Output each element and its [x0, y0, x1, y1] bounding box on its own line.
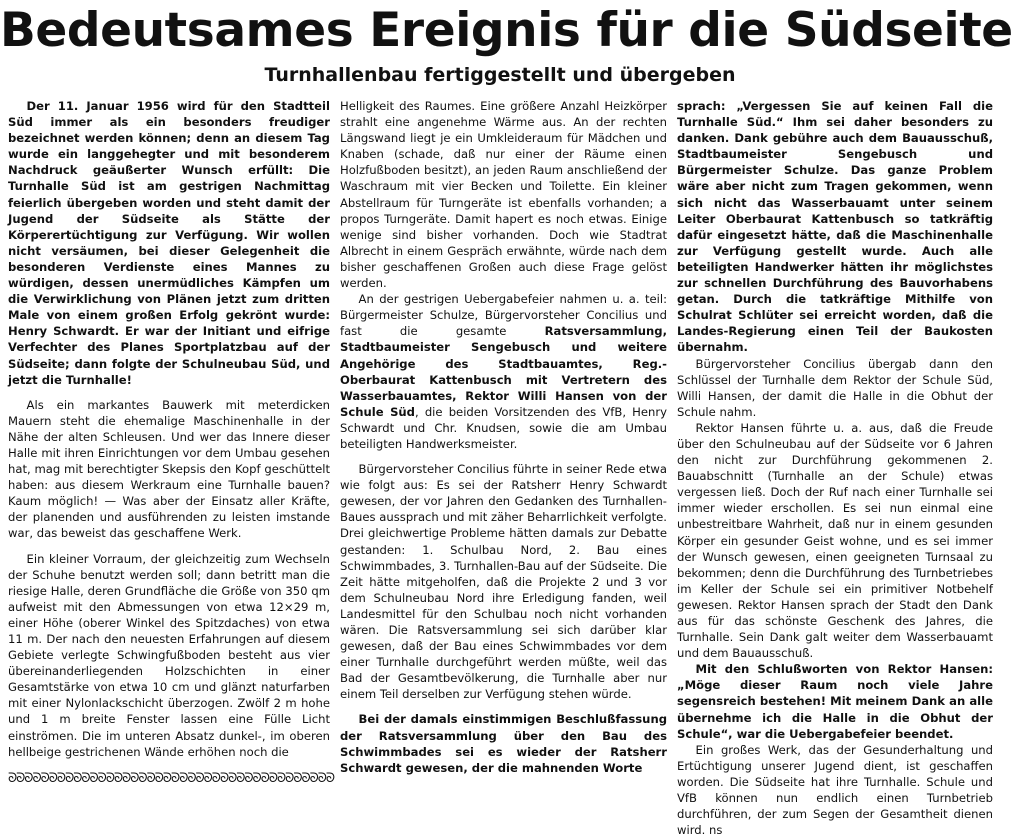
paragraph: Mit den Schlußworten von Rektor Hansen: „Möge dieser Raum noch viele Jahre segensreich bestehen! Mit meinem Dank an alle übernehme ich die Halle in die Obhut der Schule“, war die Uebergabefeier beendet. — [677, 662, 993, 741]
paragraph: sprach: „Vergessen Sie auf keinen Fall die Turnhalle Süd.“ Ihm sei daher besonders zu danken. Dank gebühre auch dem Bauausschuß, Stadtbaumeister Sengebusch und Bürgermeister Schulze. Das ganze Problem wäre aber nicht zum Tragen gekommen, wenn sich nicht das Wasserbauamt unter seinem Leiter Oberbaurat Kattenbusch so tatkräftig dafür eingesetzt hätte, daß die Maschinenhalle zur Verfügung gestellt wurde. Auch alle beteiligten Handwerker hätten ihr möglichstes zur schnellen Durchführung des Bauvorhabens getan. Durch die tatkräftige Mithilfe von Schulrat Schlüter sei erreicht worden, daß die Landes-Regierung einen Teil der Baukosten übernahm. — [677, 99, 993, 355]
headline: Bedeutsames Ereignis für die Südseite — [0, 3, 1013, 58]
paragraph — [677, 742, 993, 838]
column-2 — [340, 98, 667, 788]
column-3 — [677, 98, 993, 838]
paragraph: Rektor Hansen führte u. a. aus, daß die Freude über den Schulneubau auf der Südseite vor 6 Jahren den nicht zur Durchführung gekommenen 2. Bauabschnitt (Turnhalle an der Schule) etwas vergessen ließ. Doch der Ruf nach einer Turnhalle sei immer wieder erschollen. Es sei nun einmal eine unbestreitbare Wahrheit, daß nur in einem gesunden Körper ein gesunder Geist wohne, und es sei immer der Wunsch gewesen, einen geeigneten Turnsaal zu bekommen; denn die Durchführung des Turnbetriebes im Keller der Schule sei ein primitiver Notbehelf gewesen. Rektor Hansen sprach der Stadt den Dank aus für das schönste Geschenk des Jahres, die Turnhalle. Sein Dank galt weiter dem Wasserbauamt und dem Bauausschuß. — [677, 420, 993, 661]
paragraph: Bürgervorsteher Concilius übergab dann den Schlüssel der Turnhalle dem Rektor der Schule Süd, Willi Hansen, der damit die Halle in die Obhut der Schule nahm. — [677, 356, 993, 419]
paragraph: Bei der damals einstimmigen Beschlußfassung der Ratsversammlung über den Bau des Schwimmbades sei es wieder der Ratsherr Schwardt gewesen, der die mahnenden Worte — [340, 712, 667, 775]
paragraph-text: Ein großes Werk, das der Gesunderhaltung und Ertüchtigung unserer Jugend dient, ist geschaffen worden. Die Südseite hat ihre Turnhalle. Schule und VfB können nun endlich einen Turnbetrieb durchführen, der zum Segen der Gesamtheit dienen wird. — [677, 742, 993, 838]
paragraph: Bürgervorsteher Concilius führte in seiner Rede etwa wie folgt aus: Es sei der Ratsherr Henry Schwardt gewesen, der vor Jahren den Gedanken des Turnhallen-Baues aussprach und mit zäher Beharrlichkeit verfolgte. Drei gleichwertige Probleme hätten damals zur Debatte gestanden: 1. Schulbau Nord, 2. Bau eines Schwimmbades, 3. Turnhallen-Bau auf der Südseite. Die Zeit hätte mitgeholfen, daß die Projekte 2 und 3 vor dem Schulneubau Nord ihre Erledigung fanden, weil Landesmittel für den Schulbau noch nicht vorhanden wären. Die Ratsversammlung sei sich darüber klar gewesen, daß der Bau eines Schwimmbades vor dem einer Turnhalle durchgeführt werden müßte, weil das Bad der Gesamtbevölkerung, die Turnhalle aber nur einem Teil derselben zur Verfügung stehen würde. — [340, 462, 667, 702]
author-signature: ns — [709, 823, 723, 838]
bold-text: Ratsversammlung, Stadtbaumeister Sengebusch und weitere Angehörige des Stadtbauamtes, Reg.- Oberbaurat Kattenbusch mit Vertretern des Wasserbauamtes, Rektor Willi Hansen von der Schule Süd — [340, 324, 667, 419]
subheadline: Turnhallenbau fertiggestellt und übergeben — [264, 64, 736, 86]
paragraph-text: , die beiden Vorsitzenden des VfB, Henry Schwardt und Chr. Knudsen, sowie die am Umbau beteiligten Handwerksmeister. — [340, 404, 667, 451]
paragraph: Helligkeit des Raumes. Eine größere Anzahl Heizkörper strahlt eine angenehme Wärme aus. An der rechten Längswand liegt je ein Umkleideraum für Mädchen und Knaben (schade, daß nur einer der Räume einen Holzfußboden besitzt), an jeden Raum anschließend der Waschraum mit vier Becken und Toilette. Ein kleiner Abstellraum für Turngeräte ist ebenfalls vorhanden; a propos Turngeräte. Damit hapert es noch etwas. Einige wenige sind bisher vorhanden. Doch wie Stadtrat Albrecht in einem Gespräch erwähnte, würde nach dem bisher geschaffenen Großen auch diese Frage gelöst werden. — [340, 99, 667, 291]
column-1 — [8, 98, 335, 788]
paragraph: Ein kleiner Vorraum, der gleichzeitig zum Wechseln der Schuhe benutzt werden soll; dann betritt man die riesige Halle, deren Grundfläche die Größe von 350 qm aufweist mit den Abmessungen von etwa 12×29 m, einer Höhe (oberer Winkel des Spitzdaches) von etwa 11 m. Der nach den neuesten Erfahrungen auf diesem Gebiete verlegte Schwingfußboden besteht aus vier übereinanderliegenden Holzschichten in einer Gesamtstärke von etwa 10 cm und glänzt naturfarben mit einer Nylonlackschicht überzogen. Zwölf 2 m hohe und 1 m breite Fenster lassen eine Fülle Licht einströmen. Die im unteren Absatz dunkel-, im oberen hellbeige gestrichenen Wände erhöhen noch die — [8, 551, 330, 759]
paragraph-text: An der gestrigen Uebergabefeier nahmen u. a. teil: Bürgermeister Schulze, Bürgervorsteher Concilius und fast die gesamte — [340, 292, 667, 339]
lead-paragraph: Der 11. Januar 1956 wird für den Stadtteil Süd immer als ein besonders freudiger bezeichnet werden können; denn an diesem Tag wurde ein langgehegter und mit besonderem Nachdruck geäußerter Wunsch erfüllt: Die Turnhalle Süd ist am gestrigen Nachmittag feierlich übergeben worden und steht damit der Jugend der Südseite als Stätte der Körperertüchtigung zur Verfügung. Wir wollen nicht versäumen, bei dieser Gelegenheit die besonderen Verdienste eines Mannes zu würdigen, dessen unermüdliches Kämpfen um die Verwirklichung von Plänen jetzt zum dritten Male von einem großen Erfolg gekrönt wurde: Henry Schwardt. Er war der Initiant und eifrige Verfechter des Planes Sportplatzbau auf der Südseite; dann folgte der Schulneubau Süd, und jetzt die Turnhalle! — [8, 99, 330, 387]
paragraph — [340, 291, 667, 452]
ornament-divider: ᘐᘐᘐᘐᘐᘐᘐᘐᘐᘐᘐᘐᘐᘐᘐᘐᘐᘐᘐᘐᘐᘐᘐᘐᘐᘐᘐᘐᘐᘐᘐᘐᘐᘐᘐᘐᘐᘐᘐᘐ — [8, 771, 335, 786]
paragraph: Als ein markantes Bauwerk mit meterdicken Mauern steht die ehemalige Maschinenhalle in der Nähe der alten Schleusen. Und wer das Innere dieser Halle mit ihren Einrichtungen vor dem Umbau gesehen hat, mag mit berechtigter Skepsis den Kopf geschüttelt haben: aus diesem Werkraum eine Turnhalle bauen? Kaum möglich! — Was aber der Einsatz aller Kräfte, der planenden und ausführenden zu leisten imstande war, das beweist das geschaffene Werk. — [8, 397, 330, 541]
